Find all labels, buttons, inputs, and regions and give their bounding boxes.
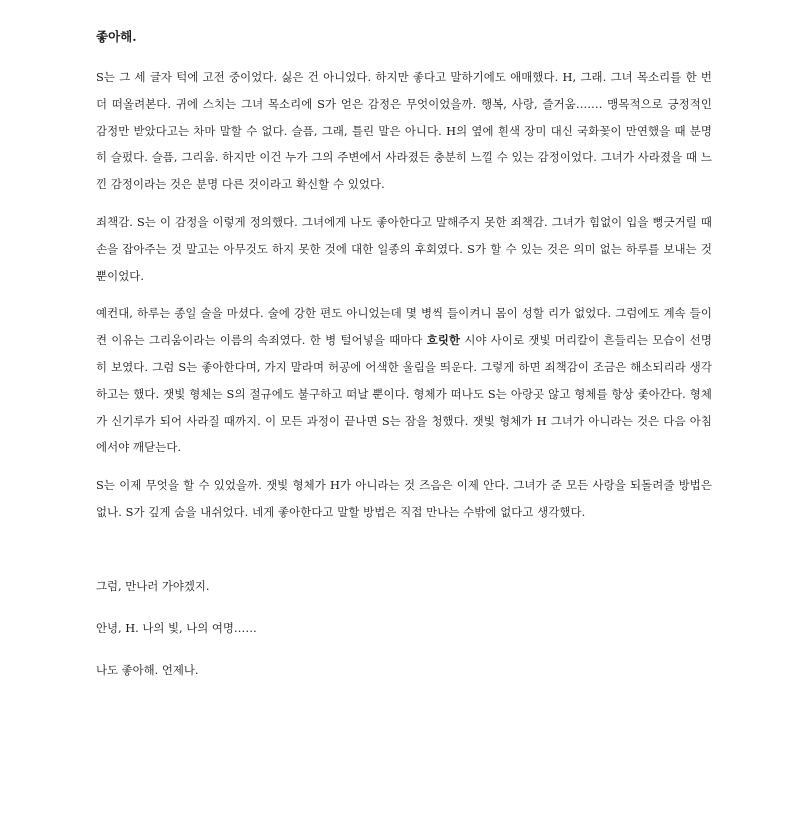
document-page: [96, 26, 712, 701]
document-heading: 좋아해.: [96, 29, 137, 44]
paragraph-3-text-after: 시야 사이로 잿빛 머리칼이 흔들리는 모습이 선명히 보였다. 그럼 S는 좋아한다며, 가지 말라며 허공에 어색한 울림을 띄운다. 그렇게 하면 죄책감이 조금은 해소되리라 생각하고는 했다. 잿빛 형체는 S의 절규에도 불구하고 떠날 뿐이다. 형체가 떠나도 S는 아랑곳 않고 형체를 항상 좇아간다. 형체가 신기루가 되어 사라질 때까지. 이 모든 과정이 끝나면 S는 잠을 청했다. 잿빛 형체가 H 그녀가 아니라는 것은 다음 아침에서야 깨닫는다.: [96, 333, 712, 455]
paragraph-2: 죄책감. S는 이 감정을 이렇게 정의했다. 그녀에게 나도 좋아한다고 말해주지 못한 죄책감. 그녀가 힘없이 입을 뻥긋거릴 때 손을 잡아주는 것 말고는 아무것도 하지 못한 것에 대한 일종의 후회였다. S가 할 수 있는 것은 의미 없는 하루를 보내는 것뿐이었다.: [96, 214, 712, 283]
closing-line-1: 그럼, 만나러 가야겠지.: [96, 578, 210, 593]
paragraph-3-bold-word: 흐릿한: [426, 333, 461, 348]
closing-line-3: 나도 좋아해. 언제나.: [96, 662, 199, 677]
closing-line-2: 안녕, H. 나의 빛, 나의 여명……: [96, 620, 257, 635]
paragraph-3: [96, 300, 712, 461]
paragraph-3-text-before: 예컨대, 하루는 종일 술을 마셨다. 술에 강한 편도 아니었는데 몇 병씩 들이켜니 몸이 성할 리가 없었다. 그럼에도 계속 들이켠 이유는 그리움이라는 이름의 속죄였다. 한 병 털어넣을 때마다: [96, 306, 712, 348]
section-gap: [96, 537, 712, 575]
paragraph-4: S는 이제 무엇을 할 수 있었을까. 잿빛 형체가 H가 아니라는 것 즈음은 이제 안다. 그녀가 준 모든 사랑을 되돌려줄 방법은 없나. S가 깊게 숨을 내쉬었다. 네게 좋아한다고 말할 방법은 직접 만나는 수밖에 없다고 생각했다.: [96, 478, 712, 519]
paragraph-1: S는 그 세 글자 턱에 고전 중이었다. 싫은 건 아니었다. 하지만 좋다고 말하기에도 애매했다. H, 그래. 그녀 목소리를 한 번 더 떠올려본다. 귀에 스치는 그녀 목소리에 S가 얻은 감정은 무엇이었을까. 행복, 사랑, 즐거움……. 맹목적으로 긍정적인 감정만 받았다고는 차마 말할 수 없다. 슬픔, 그래, 틀린 말은 아니다. H의 옆에 흰색 장미 대신 국화꽃이 만연했을 때 분명히 슬펐다. 슬픔, 그리움. 하지만 이건 누가 그의 주변에서 사라졌든 충분히 느낄 수 있는 감정이었다. 그녀가 사라졌을 때 느낀 감정이라는 것은 분명 다른 것이라고 확신할 수 있었다.: [96, 70, 712, 192]
